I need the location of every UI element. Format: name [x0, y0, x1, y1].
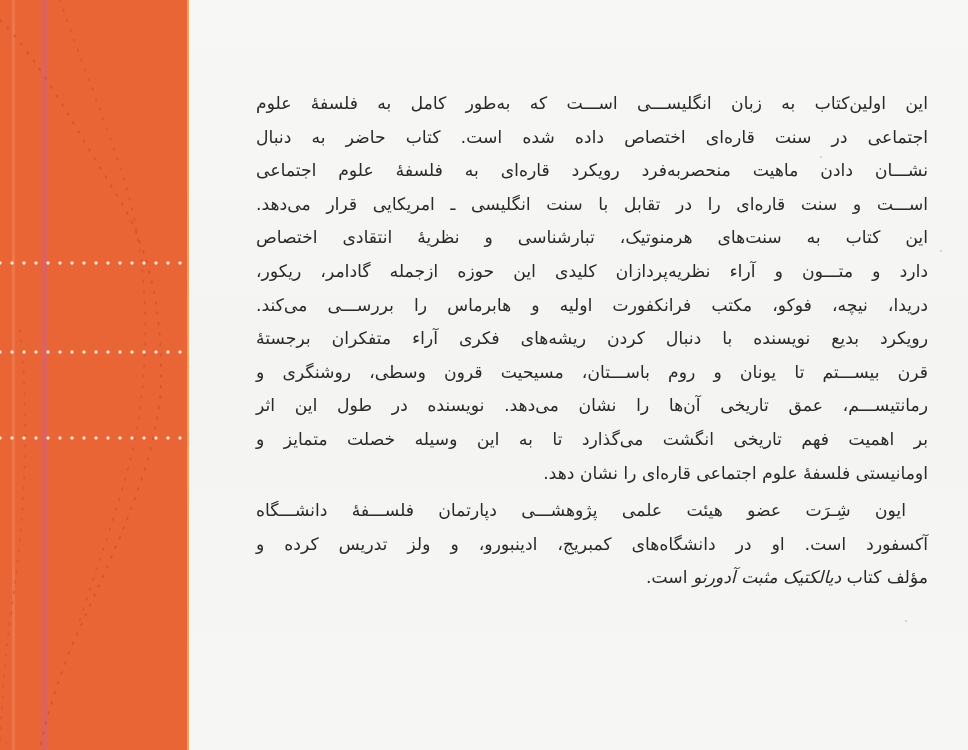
- text-line: نشـــان دادن ماهیت منحصربه‌فرد رویکرد قاره‌ای به فلسفهٔ علوم اجتماعی: [256, 161, 928, 182]
- paragraph-book-description: [256, 88, 928, 491]
- paper-speck: [905, 620, 907, 622]
- text-line: این اولین‌کتاب به زبان انگلیســـی اســـت که به‌طور کامل به فلسفهٔ علوم: [256, 94, 928, 114]
- text-line: اجتماعی در سنت قاره‌ای اختصاص داده شده است. کتاب حاضر به دنبال: [256, 127, 928, 148]
- book-title: دیالکتیک مثبت آدورنو: [692, 568, 842, 589]
- text-line: قرن بیســـتم تا یونان و روم باســـتان، مسیحیت قرون وسطی، روشنگری و: [256, 362, 928, 383]
- text-fragment: است.: [645, 568, 693, 589]
- text-line: دارد و متـــون و آراء نظریه‌پردازان کلیدی این حوزه ازجمله گادامر، ریکور،: [256, 261, 928, 282]
- orange-cover-band: [0, 0, 189, 750]
- text-line: آکسفورد است. او در دانشگاه‌های کمبریج، ادینبورو، و ولز تدریس کرده و: [256, 534, 928, 555]
- dotted-curve-decoration: [0, 0, 189, 750]
- text-line: اومانیستی فلسفهٔ علوم اجتماعی قاره‌ای را نشان دهد.: [543, 463, 928, 484]
- text-line: دریدا، نیچه، فوکو، مکتب فرانکفورت اولیه و هابرماس را بررســـی می‌کند.: [256, 295, 928, 316]
- text-line: اســـت و سنت قاره‌ای را در تقابل با سنت انگلیسی ـ امریکایی قرار می‌دهد.: [256, 194, 928, 215]
- text-line: این کتاب به سنت‌های هرمنوتیک، تبارشناسی و نظریهٔ انتقادی اختصاص: [256, 228, 928, 249]
- text-line: ایون شِـرَت عضو هیئت علمی پژوهشـــی دپارتمان فلســـفهٔ دانشـــگاه: [256, 501, 906, 522]
- text-line: بر اهمیت فهم تاریخی انگشت می‌گذارد تا به این وسیله خصلت متمایز و: [256, 429, 928, 450]
- dotted-line-1: [0, 261, 189, 265]
- cover-blurb: [256, 88, 928, 596]
- text-fragment: مؤلف کتاب: [841, 568, 928, 589]
- text-line: رویکرد بدیع نویسنده با دنبال کردن ریشه‌های فکری آراء متفکران برجستهٔ: [256, 329, 928, 350]
- text-line: [256, 562, 928, 596]
- paragraph-author-bio: [256, 495, 928, 596]
- dotted-line-3: [0, 436, 189, 440]
- paper-speck: [940, 250, 942, 252]
- text-line: رمانتیســـم، عمق تاریخی آن‌ها را نشان می‌دهد. نویسنده در طول این اثر: [256, 396, 928, 417]
- dotted-line-2: [0, 350, 189, 354]
